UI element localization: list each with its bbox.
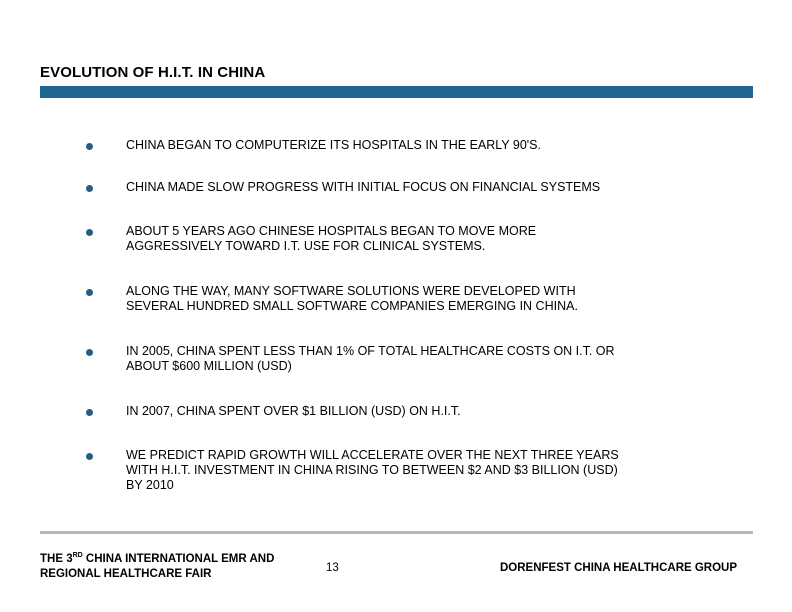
bullet-dot-icon xyxy=(86,143,93,150)
bullet-dot-icon xyxy=(86,349,93,356)
bullet-text: CHINA MADE SLOW PROGRESS WITH INITIAL FOCUS ON FINANCIAL SYSTEMS xyxy=(126,180,601,194)
bullet-dot-icon xyxy=(86,229,93,236)
bullet-text: CHINA BEGAN TO COMPUTERIZE ITS HOSPITALS IN THE EARLY 90'S. xyxy=(126,138,541,152)
bullet-dot-icon xyxy=(86,409,93,416)
footer-divider xyxy=(40,531,753,534)
footer-event-line2: REGIONAL HEALTHCARE FAIR xyxy=(40,568,212,580)
footer-event-line1-sup: RD xyxy=(72,552,83,560)
bullet-text: WE PREDICT RAPID GROWTH WILL ACCELERATE OVER THE NEXT THREE YEARS WITH H.I.T. INVESTMENT IN CHINA RISING TO BETWEEN $2 AND $3 BILLION (USD) BY 2010 xyxy=(126,448,619,492)
bullet-dot-icon xyxy=(86,185,93,192)
bullet-dot-icon xyxy=(86,453,93,460)
footer-company-name: DORENFEST CHINA HEALTHCARE GROUP xyxy=(500,562,738,574)
slide-title: EVOLUTION OF H.I.T. IN CHINA xyxy=(40,64,266,81)
bullet-text: ALONG THE WAY, MANY SOFTWARE SOLUTIONS WERE DEVELOPED WITH SEVERAL HUNDRED SMALL SOFTWARE COMPANIES EMERGING IN CHINA. xyxy=(126,284,578,313)
page-number: 13 xyxy=(326,562,339,574)
bullet-dot-icon xyxy=(86,289,93,296)
footer-event-name xyxy=(40,552,274,582)
bullet-text: ABOUT 5 YEARS AGO CHINESE HOSPITALS BEGAN TO MOVE MORE AGGRESSIVELY TOWARD I.T. USE FOR CLINICAL SYSTEMS. xyxy=(126,224,537,253)
bullet-text: IN 2005, CHINA SPENT LESS THAN 1% OF TOTAL HEALTHCARE COSTS ON I.T. OR ABOUT $600 MILLION (USD) xyxy=(126,344,615,373)
bullet-text: IN 2007, CHINA SPENT OVER $1 BILLION (USD) ON H.I.T. xyxy=(126,404,461,418)
footer-event-line1-pre: THE 3 xyxy=(40,553,73,565)
footer-event-line1-post: CHINA INTERNATIONAL EMR AND xyxy=(82,553,275,565)
